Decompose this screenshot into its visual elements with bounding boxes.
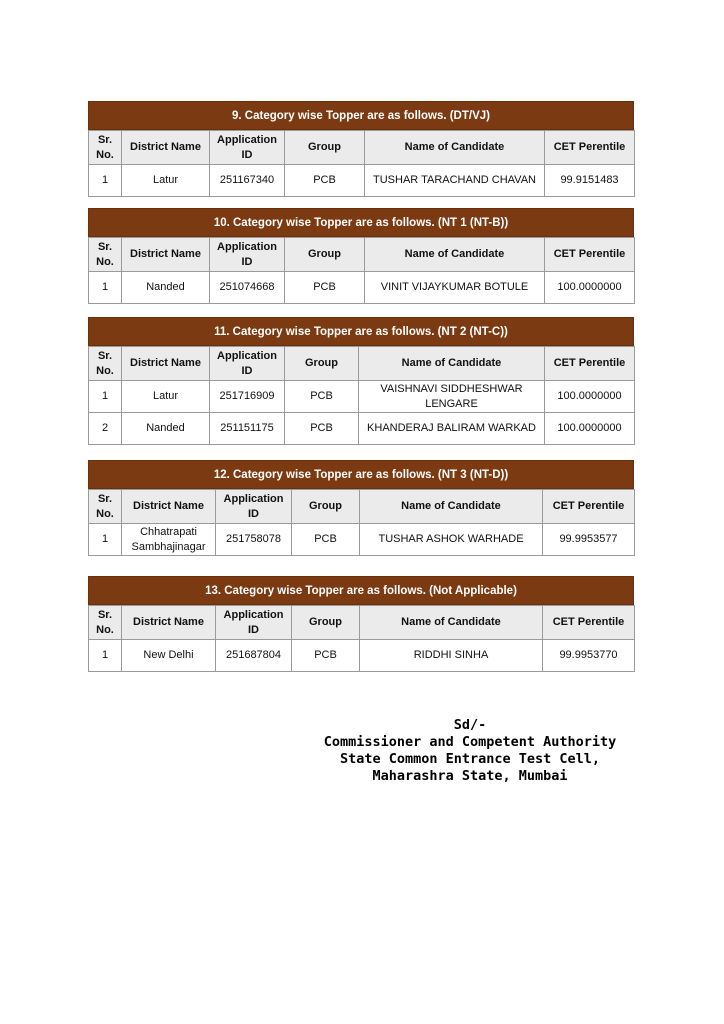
cell-sr-no: 1 [89,272,122,304]
cell-district: Latur [122,381,210,413]
table-title: 9. Category wise Topper are as follows. (DT/VJ) [88,101,634,130]
cell-sr-no: 2 [89,413,122,445]
cell-percentile: 99.9151483 [545,165,635,197]
cell-group: PCB [285,381,359,413]
cell-candidate: VINIT VIJAYKUMAR BOTULE [365,272,545,304]
cell-candidate: VAISHNAVI SIDDHESHWAR LENGARE [359,381,545,413]
col-district: District Name [122,347,210,381]
signature-sd: Sd/- [453,717,487,733]
table-title: 12. Category wise Topper are as follows. (NT 3 (NT-D)) [88,460,634,489]
table-title: 11. Category wise Topper are as follows. (NT 2 (NT-C)) [88,317,634,346]
col-sr-no: Sr. No. [89,606,122,640]
col-sr-no: Sr. No. [89,238,122,272]
table-block-11 [88,317,634,445]
table-block-12 [88,460,634,556]
col-percentile: CET Perentile [543,606,635,640]
table-block-10 [88,208,634,304]
table-title: 13. Category wise Topper are as follows. (Not Applicable) [88,576,634,605]
col-application-id: Application ID [210,131,285,165]
cell-sr-no: 1 [89,381,122,413]
col-percentile: CET Perentile [545,238,635,272]
cell-candidate: RIDDHI SINHA [360,640,543,672]
cell-district: Nanded [122,413,210,445]
topper-table [88,237,635,304]
table-row [89,524,635,556]
cell-group: PCB [292,640,360,672]
col-application-id: Application ID [216,490,292,524]
topper-table [88,130,635,197]
cell-district: Nanded [122,272,210,304]
header-row [89,131,635,165]
col-sr-no: Sr. No. [89,131,122,165]
cell-district: Latur [122,165,210,197]
signature-designation: Commissioner and Competent Authority [323,734,617,750]
cell-percentile: 100.0000000 [545,413,635,445]
header-row [89,347,635,381]
table-row [89,413,635,445]
col-group: Group [292,490,360,524]
header-row [89,238,635,272]
col-district: District Name [122,238,210,272]
header-row [89,490,635,524]
col-application-id: Application ID [210,347,285,381]
table-row [89,272,635,304]
cell-application-id: 251151175 [210,413,285,445]
col-candidate: Name of Candidate [360,606,543,640]
cell-candidate: KHANDERAJ BALIRAM WARKAD [359,413,545,445]
col-candidate: Name of Candidate [365,131,545,165]
col-percentile: CET Perentile [545,347,635,381]
signature-office: State Common Entrance Test Cell, [339,751,601,767]
table-row [89,381,635,413]
col-group: Group [285,238,365,272]
cell-application-id: 251687804 [216,640,292,672]
col-percentile: CET Perentile [545,131,635,165]
cell-percentile: 99.9953577 [543,524,635,556]
cell-application-id: 251167340 [210,165,285,197]
col-group: Group [285,131,365,165]
table-row [89,640,635,672]
cell-percentile: 100.0000000 [545,381,635,413]
signature-location: Maharashra State, Mumbai [372,768,568,784]
header-row [89,606,635,640]
cell-group: PCB [285,165,365,197]
topper-table [88,346,635,445]
table-block-9 [88,101,634,197]
col-application-id: Application ID [210,238,285,272]
cell-district: Chhatrapati Sambhajinagar [122,524,216,556]
col-percentile: CET Perentile [543,490,635,524]
table-title: 10. Category wise Topper are as follows. (NT 1 (NT-B)) [88,208,634,237]
col-candidate: Name of Candidate [360,490,543,524]
table-block-13 [88,576,634,672]
col-candidate: Name of Candidate [365,238,545,272]
cell-candidate: TUSHAR TARACHAND CHAVAN [365,165,545,197]
cell-group: PCB [292,524,360,556]
cell-candidate: TUSHAR ASHOK WARHADE [360,524,543,556]
col-group: Group [285,347,359,381]
table-row [89,165,635,197]
cell-sr-no: 1 [89,524,122,556]
topper-table [88,605,635,672]
cell-group: PCB [285,272,365,304]
cell-district: New Delhi [122,640,216,672]
signature-block [300,717,640,785]
cell-application-id: 251716909 [210,381,285,413]
cell-percentile: 99.9953770 [543,640,635,672]
col-district: District Name [122,606,216,640]
cell-sr-no: 1 [89,165,122,197]
cell-percentile: 100.0000000 [545,272,635,304]
col-candidate: Name of Candidate [359,347,545,381]
col-application-id: Application ID [216,606,292,640]
col-district: District Name [122,131,210,165]
col-sr-no: Sr. No. [89,347,122,381]
cell-group: PCB [285,413,359,445]
col-group: Group [292,606,360,640]
cell-sr-no: 1 [89,640,122,672]
col-district: District Name [122,490,216,524]
col-sr-no: Sr. No. [89,490,122,524]
topper-table [88,489,635,556]
cell-application-id: 251758078 [216,524,292,556]
cell-application-id: 251074668 [210,272,285,304]
